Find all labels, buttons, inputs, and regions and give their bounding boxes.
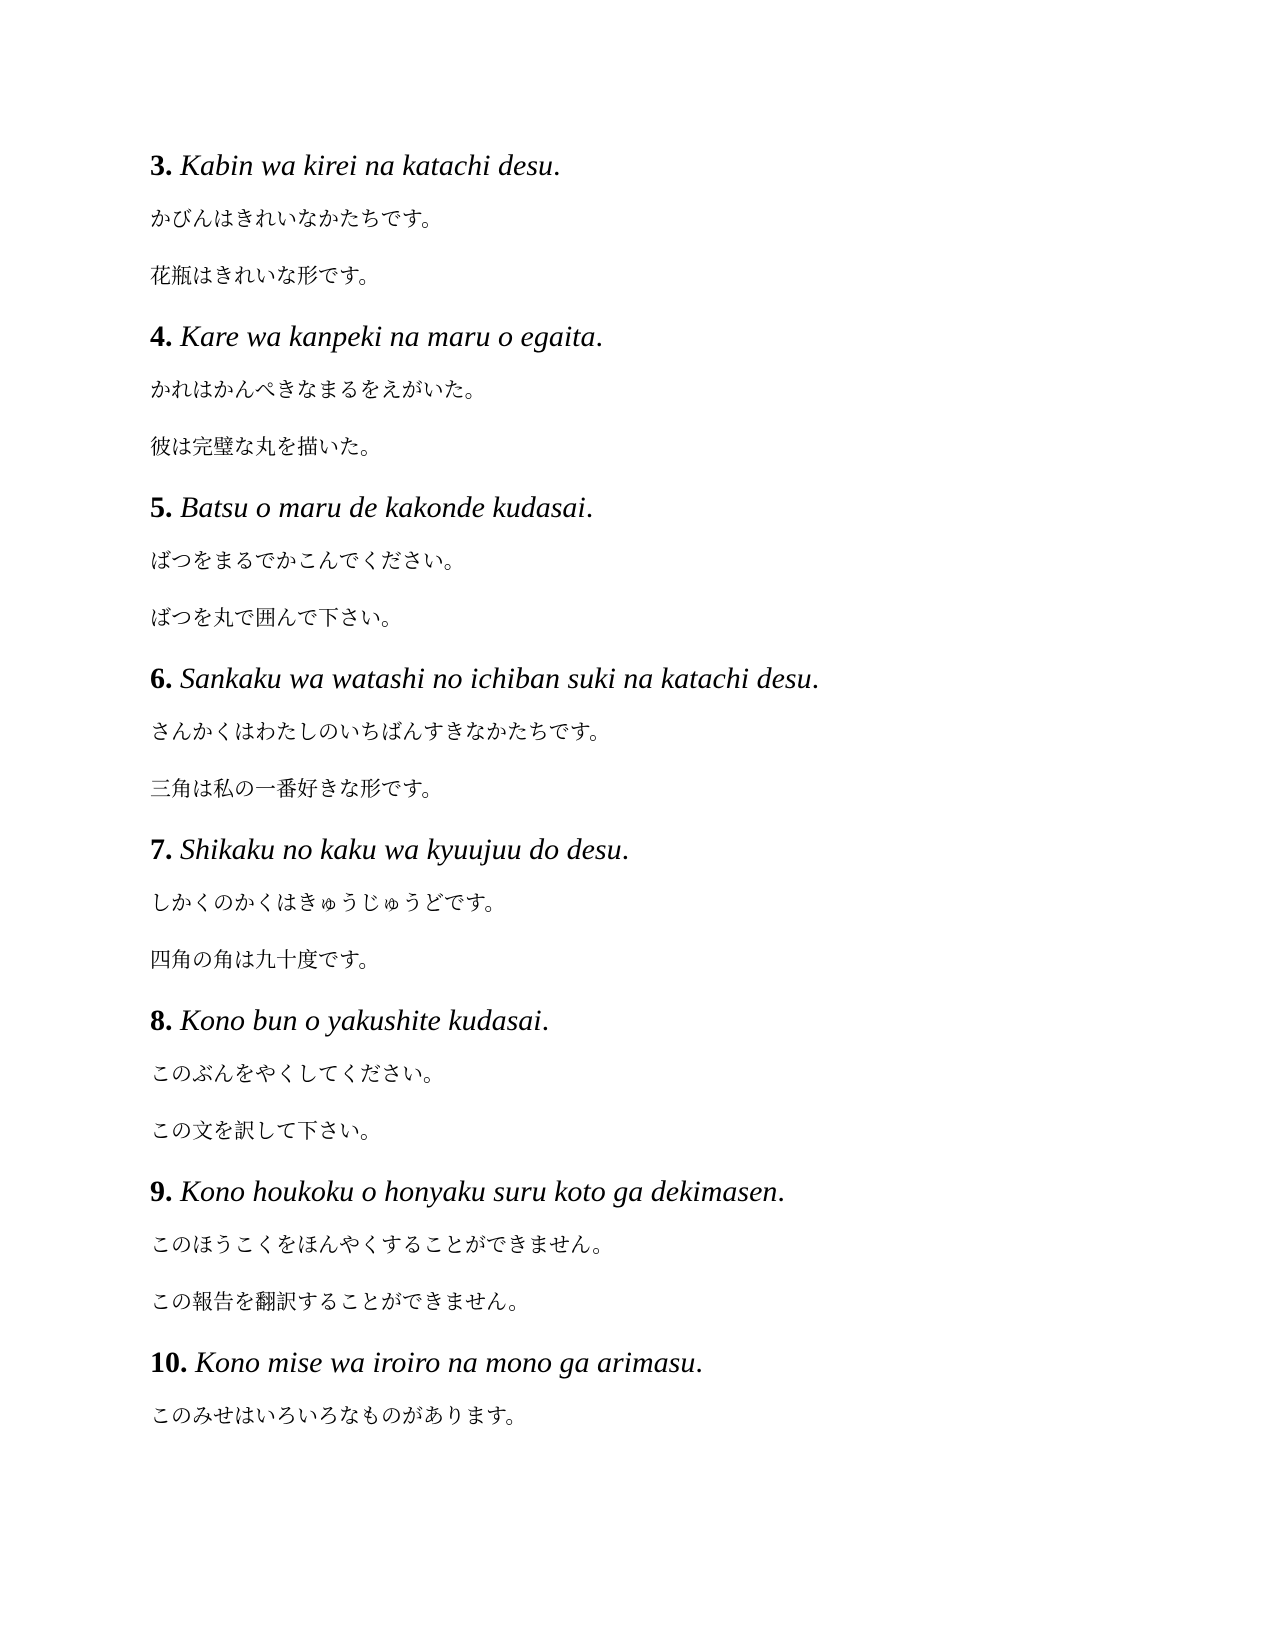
kanji-line: 三角は私の一番好きな形です。 [150, 777, 443, 801]
sentence-period: . [621, 833, 630, 866]
romaji-text: Batsu o maru de kakonde kudasai [180, 491, 586, 524]
sentence-period: . [777, 1175, 785, 1208]
sentence-entry-3 [150, 148, 1150, 288]
romaji-sentence [150, 1345, 1150, 1381]
sentence-period: . [695, 1346, 703, 1379]
romaji-sentence [150, 832, 1150, 868]
romaji-sentence [150, 319, 1150, 355]
sentence-entry-5 [150, 490, 1150, 630]
sentence-entry-8 [150, 1003, 1150, 1143]
romaji-text: Kono mise wa iroiro na mono ga arimasu [195, 1346, 696, 1379]
sentence-entry-10 [150, 1345, 1150, 1428]
kanji-line: この文を訳して下さい。 [150, 1119, 381, 1143]
sentence-period: . [541, 1004, 550, 1037]
kana-line: ばつをまるでかこんでください。 [150, 549, 465, 573]
sentence-number: 4. [150, 320, 173, 353]
kanji-line: この報告を翻訳することができません。 [150, 1290, 530, 1314]
sentence-entry-6 [150, 661, 1150, 801]
romaji-sentence [150, 1003, 1150, 1039]
sentence-number: 8. [150, 1004, 173, 1037]
romaji-text: Kono houkoku o honyaku suru koto ga dekimasen [180, 1175, 778, 1208]
sentence-number: 5. [150, 491, 173, 524]
sentence-number: 7. [150, 833, 173, 866]
romaji-text: Kabin wa kirei na katachi desu [180, 149, 554, 182]
sentence-entry-7 [150, 832, 1150, 972]
kana-line: かびんはきれいなかたちです。 [150, 207, 443, 231]
sentence-period: . [595, 320, 604, 353]
sentence-entry-4 [150, 319, 1150, 459]
sentence-period: . [553, 149, 561, 182]
kanji-line: 花瓶はきれいな形です。 [150, 264, 380, 288]
kanji-line: 四角の角は九十度です。 [150, 948, 380, 972]
romaji-sentence [150, 490, 1150, 526]
kana-line: しかくのかくはきゅうじゅうどです。 [150, 891, 506, 915]
sentence-period: . [585, 491, 594, 524]
kana-line: さんかくはわたしのいちばんすきなかたちです。 [150, 720, 611, 744]
sentence-number: 9. [150, 1175, 173, 1208]
sentence-number: 6. [150, 662, 173, 695]
romaji-sentence [150, 1174, 1150, 1210]
sentence-number: 10. [150, 1346, 188, 1379]
kana-line: かれはかんぺきなまるをえがいた。 [150, 378, 486, 402]
romaji-text: Sankaku wa watashi no ichiban suki na katachi desu [180, 662, 812, 695]
kana-line: このみせはいろいろなものがあります。 [150, 1404, 527, 1428]
document-page [150, 148, 1150, 1428]
kana-line: このほうこくをほんやくすることができません。 [150, 1233, 614, 1257]
kanji-line: 彼は完璧な丸を描いた。 [150, 435, 381, 459]
kanji-line: ばつを丸で囲んで下さい。 [150, 606, 402, 630]
romaji-sentence [150, 661, 1150, 697]
sentence-number: 3. [150, 149, 173, 182]
sentence-entry-9 [150, 1174, 1150, 1314]
romaji-text: Shikaku no kaku wa kyuujuu do desu [180, 833, 622, 866]
kana-line: このぶんをやくしてください。 [150, 1062, 444, 1086]
sentence-period: . [811, 662, 820, 695]
romaji-text: Kono bun o yakushite kudasai [180, 1004, 542, 1037]
romaji-text: Kare wa kanpeki na maru o egaita [180, 320, 596, 353]
romaji-sentence [150, 148, 1150, 184]
